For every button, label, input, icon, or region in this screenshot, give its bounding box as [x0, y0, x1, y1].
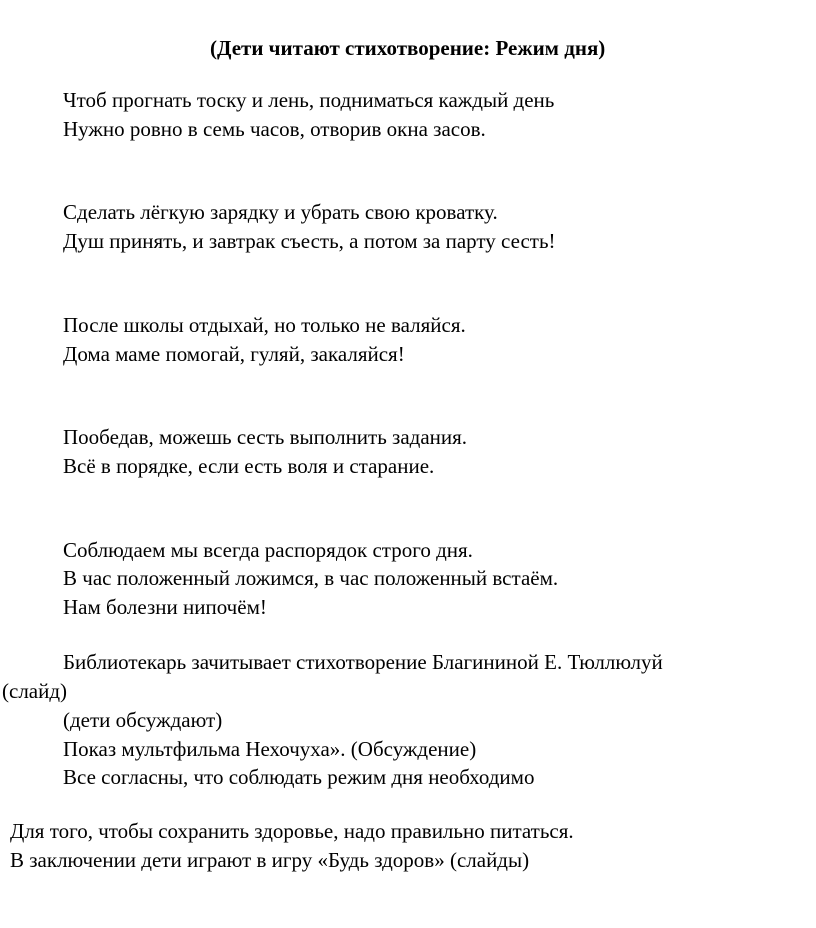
agreement-line: Все согласны, что соблюдать режим дня необходимо	[63, 765, 535, 789]
cartoon-line: Показ мультфильма Нехочуха». (Обсуждение)	[63, 737, 477, 761]
librarian-line: Библиотекарь зачитывает стихотворение Благининой Е. Тюллюлуй	[63, 650, 663, 674]
stanza-5-line-2: В час положенный ложимся, в час положенный встаём.	[63, 566, 559, 590]
stanza-4-line-1: Пообедав, можешь сесть выполнить задания.	[63, 425, 468, 449]
stanza-5-line-1: Соблюдаем мы всегда распорядок строго дня.	[63, 538, 473, 562]
stanza-2-line-2: Душ принять, и завтрак съесть, а потом за парту сесть!	[63, 229, 556, 253]
stanza-2-line-1: Сделать лёгкую зарядку и убрать свою кроватку.	[63, 200, 498, 224]
stanza-5-line-3: Нам болезни нипочём!	[63, 595, 267, 619]
discussion-line: (дети обсуждают)	[63, 708, 223, 732]
stanza-1-line-1: Чтоб прогнать тоску и лень, подниматься каждый день	[63, 88, 555, 112]
conclusion-line-1: Для того, чтобы сохранить здоровье, надо правильно питаться.	[10, 819, 574, 843]
stanza-3-line-2: Дома маме помогай, гуляй, закаляйся!	[63, 342, 405, 366]
stanza-1-line-2: Нужно ровно в семь часов, отворив окна засов.	[63, 117, 486, 141]
librarian-line-cont: (слайд)	[2, 679, 68, 703]
conclusion-line-2: В заключении дети играют в игру «Будь здоров» (слайды)	[10, 848, 530, 872]
stanza-4-line-2: Всё в порядке, если есть воля и старание.	[63, 454, 435, 478]
stanza-3-line-1: После школы отдыхай, но только не валяйся.	[63, 313, 466, 337]
document-title: (Дети читают стихотворение: Режим дня)	[210, 36, 606, 60]
